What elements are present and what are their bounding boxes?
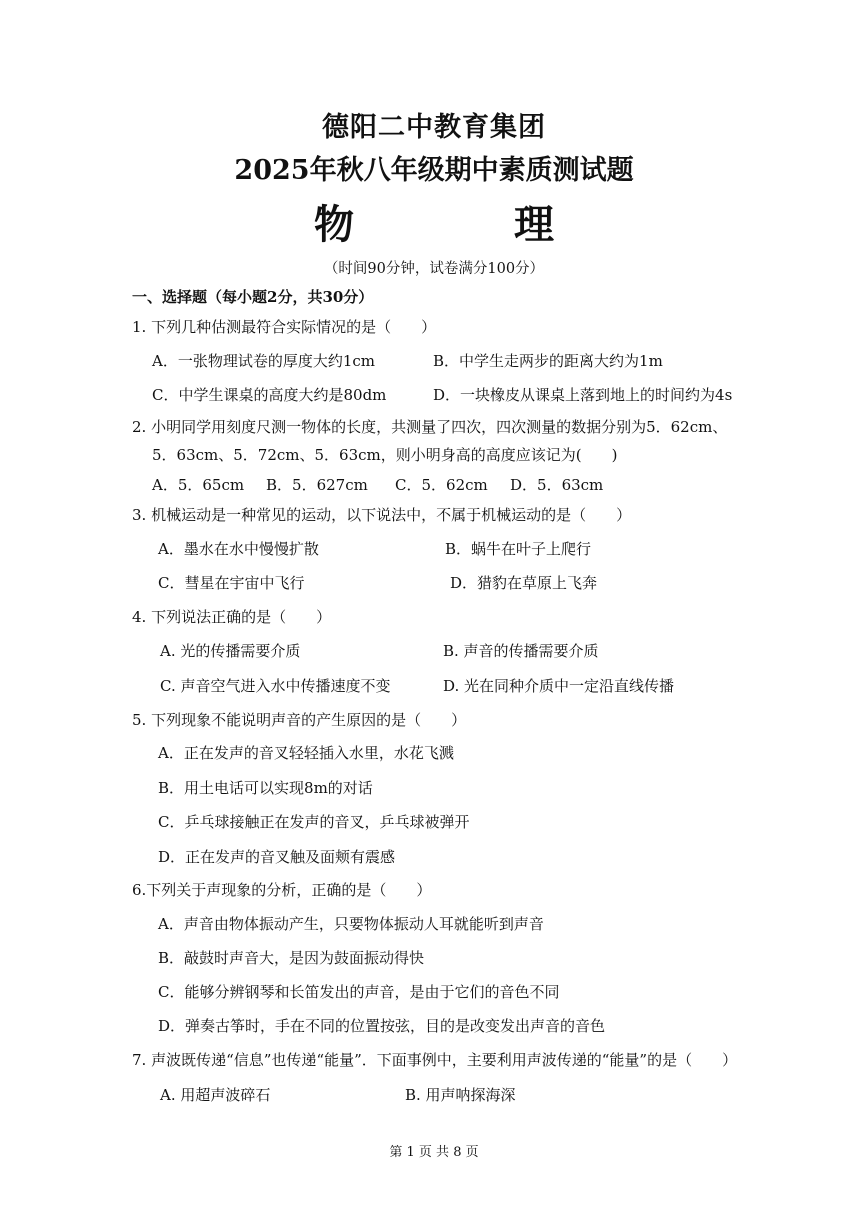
q4-option-a: A. 光的传播需要介质 bbox=[160, 642, 301, 660]
q3-stem: 3. 机械运动是一种常见的运动，以下说法中，不属于机械运动的是（ ） bbox=[132, 506, 632, 524]
q4-stem: 4. 下列说法正确的是（ ） bbox=[132, 608, 332, 626]
q6-stem: 6.下列关于声现象的分析，正确的是（ ） bbox=[132, 881, 432, 899]
q2-option-d: D．5．63cm bbox=[510, 476, 604, 494]
q6-option-c: C．能够分辨钢琴和长笛发出的声音，是由于它们的音色不同 bbox=[158, 983, 560, 1001]
q1-stem: 1. 下列几种估测最符合实际情况的是（ ） bbox=[132, 318, 437, 336]
q1-option-d: D．一块橡皮从课桌上落到地上的时间约为4s bbox=[433, 386, 733, 404]
q6-option-a: A．声音由物体振动产生，只要物体振动人耳就能听到声音 bbox=[158, 915, 544, 933]
section-heading: 一、选择题（每小题2分，共30分） bbox=[132, 288, 374, 306]
q7-option-b: B. 用声呐探海深 bbox=[405, 1086, 516, 1104]
q2-option-b: B．5．627cm bbox=[266, 476, 368, 494]
q5-option-a: A．正在发声的音叉轻轻插入水里，水花飞溅 bbox=[158, 744, 454, 762]
q6-option-d: D．弹奏古筝时，手在不同的位置按弦，目的是改变发出声音的音色 bbox=[158, 1017, 606, 1035]
q4-option-b: B. 声音的传播需要介质 bbox=[443, 642, 599, 660]
q3-option-d: D．猎豹在草原上飞奔 bbox=[450, 574, 598, 592]
q1-option-b: B．中学生走两步的距离大约为1m bbox=[433, 352, 663, 370]
q2-stem-line1: 2. 小明同学用刻度尺测一物体的长度，共测量了四次，四次测量的数据分别为5．62cm、 bbox=[132, 418, 728, 436]
q5-stem: 5. 下列现象不能说明声音的产生原因的是（ ） bbox=[132, 711, 467, 729]
q7-stem: 7. 声波既传递“信息”也传递“能量”．下面事例中，主要利用声波传递的“能量”的是（ ） bbox=[132, 1051, 738, 1069]
subject-title: 物 理 bbox=[314, 201, 614, 248]
q3-option-b: B．蜗牛在叶子上爬行 bbox=[445, 540, 592, 558]
q2-option-c: C．5．62cm bbox=[395, 476, 488, 494]
q6-option-b: B．敲鼓时声音大，是因为鼓面振动得快 bbox=[158, 949, 425, 967]
q5-option-d: D．正在发声的音叉触及面颊有震感 bbox=[158, 848, 396, 866]
exam-title: 2025年秋八年级期中素质测试题 bbox=[234, 155, 634, 186]
page-footer: 第 1 页 共 8 页 bbox=[389, 1145, 479, 1160]
q4-option-c: C. 声音空气进入水中传播速度不变 bbox=[160, 677, 391, 695]
exam-note: （时间90分钟，试卷满分100分） bbox=[323, 261, 545, 277]
q1-option-c: C．中学生课桌的高度大约是80dm bbox=[152, 386, 387, 404]
q7-option-a: A. 用超声波碎石 bbox=[160, 1086, 271, 1104]
q4-option-d: D. 光在同种介质中一定沿直线传播 bbox=[443, 677, 675, 695]
q2-option-a: A．5．65cm bbox=[152, 476, 245, 494]
q2-stem-line2: 5．63cm、5．72cm、5．63cm，则小明身高的高度应该记为( ) bbox=[152, 446, 618, 464]
q3-option-c: C．彗星在宇宙中飞行 bbox=[158, 574, 305, 592]
q3-option-a: A．墨水在水中慢慢扩散 bbox=[158, 540, 319, 558]
q1-option-a: A．一张物理试卷的厚度大约1cm bbox=[152, 352, 376, 370]
school-title: 德阳二中教育集团 bbox=[322, 112, 546, 143]
q5-option-b: B．用土电话可以实现8m的对话 bbox=[158, 779, 373, 797]
q5-option-c: C．乒乓球接触正在发声的音叉，乒乓球被弹开 bbox=[158, 813, 470, 831]
